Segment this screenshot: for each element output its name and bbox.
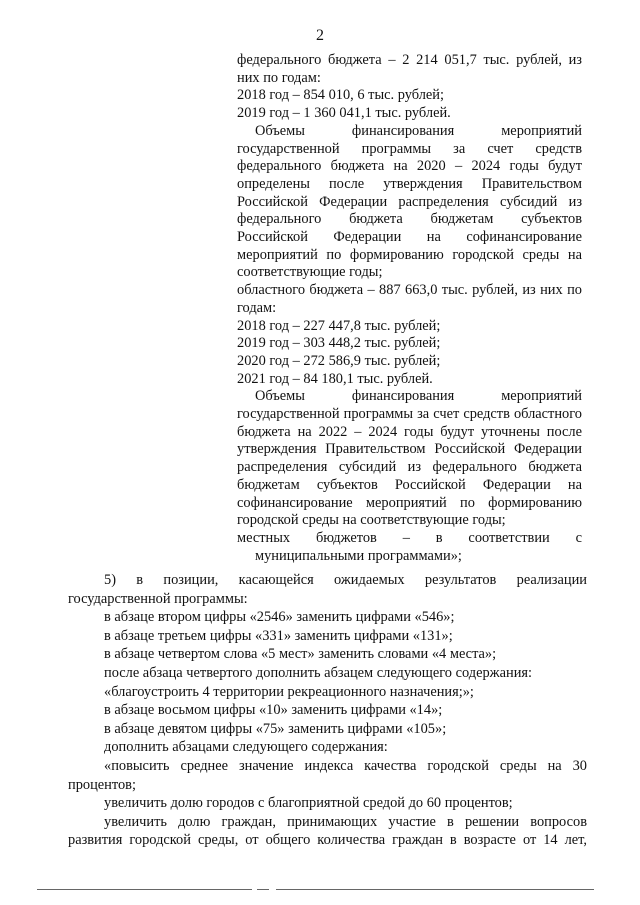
- main-paragraph: дополнить абзацами следующего содержания:: [104, 739, 388, 756]
- column-paragraph: федерального бюджета – 2 214 051,7 тыс. рублей, из них по годам:: [237, 52, 582, 86]
- main-paragraph: «благоустроить 4 территории рекреационного назначения;»;: [104, 683, 474, 700]
- footer-rule-left: [37, 889, 252, 890]
- column-paragraph: 2019 год – 303 448,2 тыс. рублей;: [237, 335, 441, 352]
- column-paragraph: 2018 год – 854 010, 6 тыс. рублей;: [237, 87, 444, 104]
- main-paragraph: в абзаце третьем цифры «331» заменить цифрами «131»;: [104, 627, 453, 644]
- main-text: [68, 571, 587, 850]
- footer-rule-right: [276, 889, 594, 890]
- main-paragraph: увеличить долю граждан, принимающих участие в решении вопросов развития городской среды, от общего количества граждан в возрасте от 14 лет,: [68, 813, 587, 849]
- column-paragraph: областного бюджета – 887 663,0 тыс. рублей, из них по годам:: [237, 282, 582, 316]
- column-paragraph: Объемы финансирования мероприятий государственной программы за счет средств федерального бюджета на 2020 – 2024 годы будут определены после утверждения Правительством Российской Федерации распределения субсидий из федерального бюджета бюджетам субъектов Российской Федерации на софинансирование мероприятий по формированию городской среды на соответствующие годы;: [237, 122, 582, 281]
- main-paragraph: в абзаце девятом цифры «75» заменить цифрами «105»;: [104, 720, 447, 737]
- column-paragraph: муниципальными программами»;: [255, 547, 462, 564]
- column-paragraph: Объемы финансирования мероприятий государственной программы за счет средств областного бюджета на 2022 – 2024 годы будут уточнены после утверждения Правительством Российской Федерации распределения субсидий из федерального бюджета бюджетам субъектов Российской Федерации на софинансирование мероприятий по формированию городской среды на соответствующие годы;: [237, 388, 582, 529]
- column-paragraph: 2019 год – 1 360 041,1 тыс. рублей.: [237, 105, 451, 122]
- main-paragraph: 5) в позиции, касающейся ожидаемых результатов реализации государственной программы:: [68, 572, 587, 607]
- main-paragraph: после абзаца четвертого дополнить абзацем следующего содержания:: [104, 664, 533, 681]
- page-number: 2: [316, 27, 324, 44]
- main-paragraph: увеличить долю городов с благоприятной средой до 60 процентов;: [104, 795, 513, 812]
- main-paragraph: в абзаце восьмом цифры «10» заменить цифрами «14»;: [104, 702, 443, 719]
- main-paragraph: в абзаце втором цифры «2546» заменить цифрами «546»;: [104, 609, 455, 626]
- main-paragraph: в абзаце четвертом слова «5 мест» заменить словами «4 места»;: [104, 646, 497, 663]
- financing-column: [237, 52, 582, 565]
- column-paragraph: 2021 год – 84 180,1 тыс. рублей.: [237, 370, 433, 387]
- column-paragraph: 2020 год – 272 586,9 тыс. рублей;: [237, 352, 441, 369]
- column-paragraph: местных бюджетов – в соответствии с: [237, 529, 582, 546]
- main-paragraph: «повысить среднее значение индекса качества городской среды на 30 процентов;: [68, 757, 587, 793]
- footer-rule-mid: [257, 889, 269, 890]
- column-paragraph: 2018 год – 227 447,8 тыс. рублей;: [237, 317, 441, 334]
